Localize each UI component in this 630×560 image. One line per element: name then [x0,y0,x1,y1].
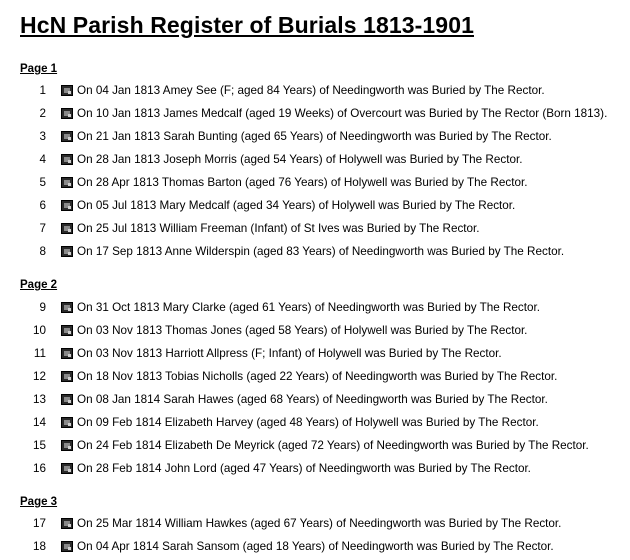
entry-number: 1 [39,83,46,97]
page-title: HcN Parish Register of Burials 1813-1901 [20,12,474,38]
entry-number: 18 [32,539,46,553]
entry-number: 13 [32,392,46,406]
entry-row [0,367,630,385]
entry-number: 6 [39,198,46,212]
entry-image-icon[interactable] [61,518,73,529]
entry-row [0,413,630,431]
entry-text: On 28 Feb 1814 John Lord (aged 47 Years) of Needingworth was Buried by The Rector. [77,461,531,475]
entry-number: 2 [39,106,46,120]
entry-row [0,150,630,168]
entry-text: On 03 Nov 1813 Harriott Allpress (F; Infant) of Holywell was Buried by The Rector. [77,346,502,360]
entry-row [0,344,630,362]
entry-text: On 31 Oct 1813 Mary Clarke (aged 61 Years) of Needingworth was Buried by The Rector. [77,300,540,314]
section-heading-page-1: Page 1 [20,63,58,75]
entry-number: 16 [32,461,46,475]
entry-row [0,321,630,339]
entry-image-icon[interactable] [61,85,73,96]
entry-number: 11 [33,346,46,360]
section-heading-page-2: Page 2 [20,279,58,291]
entry-text: On 18 Nov 1813 Tobias Nicholls (aged 22 Years) of Needingworth was Buried by The Rector. [77,369,558,383]
entry-number: 15 [32,438,46,452]
entry-image-icon[interactable] [61,541,73,552]
entry-number: 7 [39,221,46,235]
entry-number: 17 [32,516,46,530]
entry-number: 5 [39,175,46,189]
entry-row [0,81,630,99]
entry-number: 12 [32,369,46,383]
entry-number: 3 [39,129,46,143]
entry-text: On 04 Apr 1814 Sarah Sansom (aged 18 Years) of Needingworth was Buried by The Rector. [77,539,554,553]
entry-image-icon[interactable] [61,177,73,188]
entry-row [0,196,630,214]
entry-text: On 09 Feb 1814 Elizabeth Harvey (aged 48 Years) of Holywell was Buried by The Rector. [77,415,539,429]
entry-text: On 17 Sep 1813 Anne Wilderspin (aged 83 Years) of Needingworth was Buried by The Rector. [77,244,565,258]
entry-image-icon[interactable] [61,348,73,359]
entry-image-icon[interactable] [61,371,73,382]
entry-text: On 28 Apr 1813 Thomas Barton (aged 76 Years) of Holywell was Buried by The Rector. [77,175,528,189]
entry-row [0,104,630,122]
entry-text: On 25 Mar 1814 William Hawkes (aged 67 Years) of Needingworth was Buried by The Rector. [77,516,562,530]
entry-number: 8 [39,244,46,258]
entry-text: On 24 Feb 1814 Elizabeth De Meyrick (aged 72 Years) of Needingworth was Buried by The Rector. [77,438,589,452]
entry-text: On 03 Nov 1813 Thomas Jones (aged 58 Years) of Holywell was Buried by The Rector. [77,323,528,337]
entry-row [0,219,630,237]
entry-text: On 05 Jul 1813 Mary Medcalf (aged 34 Years) of Holywell was Buried by The Rector. [77,198,516,212]
entry-image-icon[interactable] [61,246,73,257]
entry-row [0,514,630,532]
entry-text: On 21 Jan 1813 Sarah Bunting (aged 65 Years) of Needingworth was Buried by The Rector. [77,129,552,143]
entry-row [0,173,630,191]
entry-row [0,436,630,454]
entry-text: On 28 Jan 1813 Joseph Morris (aged 54 Years) of Holywell was Buried by The Rector. [77,152,523,166]
entry-image-icon[interactable] [61,417,73,428]
entry-row [0,298,630,316]
entry-text: On 25 Jul 1813 William Freeman (Infant) of St Ives was Buried by The Rector. [77,221,480,235]
entry-text: On 10 Jan 1813 James Medcalf (aged 19 Weeks) of Overcourt was Buried by The Rector (Born 1813). [77,106,608,120]
entry-image-icon[interactable] [61,440,73,451]
entry-image-icon[interactable] [61,463,73,474]
entry-image-icon[interactable] [61,394,73,405]
entry-image-icon[interactable] [61,302,73,313]
entry-image-icon[interactable] [61,131,73,142]
entry-image-icon[interactable] [61,154,73,165]
entry-image-icon[interactable] [61,200,73,211]
entry-image-icon[interactable] [61,108,73,119]
entry-row [0,242,630,260]
entry-image-icon[interactable] [61,325,73,336]
entry-row [0,459,630,477]
section-heading-page-3: Page 3 [20,496,58,508]
entry-row [0,390,630,408]
entry-number: 10 [32,323,46,337]
entry-image-icon[interactable] [61,223,73,234]
entry-row [0,537,630,555]
entry-text: On 04 Jan 1813 Amey See (F; aged 84 Years) of Needingworth was Buried by The Rector. [77,83,545,97]
entry-text: On 08 Jan 1814 Sarah Hawes (aged 68 Years) of Needingworth was Buried by The Rector. [77,392,548,406]
entry-number: 14 [32,415,46,429]
entry-number: 9 [39,300,46,314]
entry-row [0,127,630,145]
entry-number: 4 [39,152,46,166]
